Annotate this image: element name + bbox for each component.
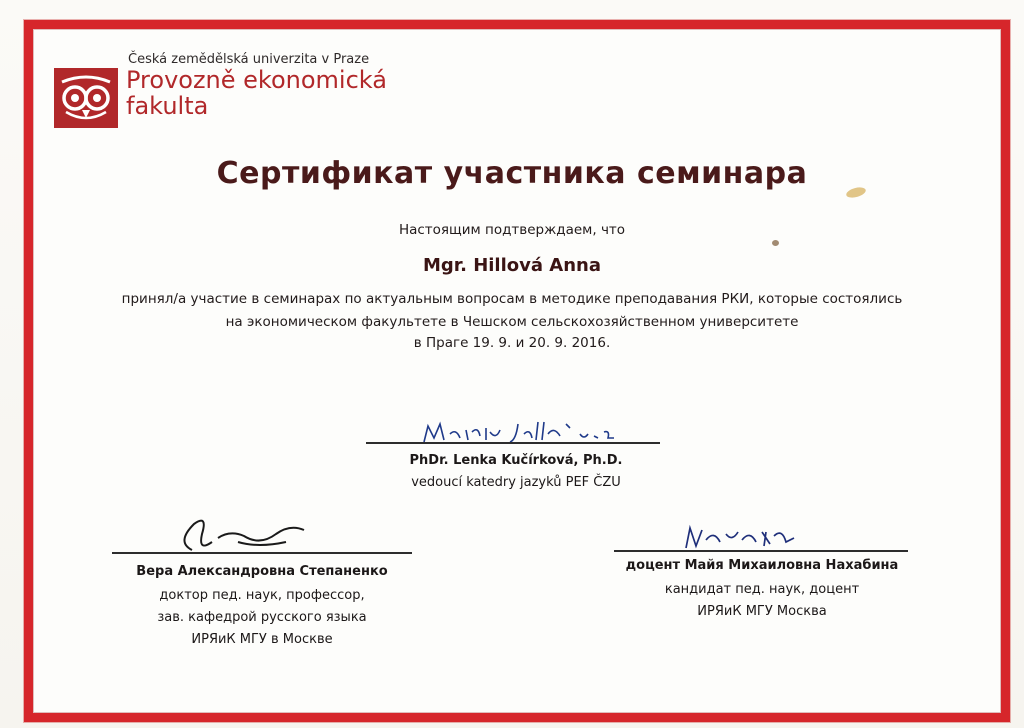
signature-block-center <box>366 410 666 495</box>
body-text-line1: принял/а участие в семинарах по актуальным вопросам в методике преподавания РКИ, которые состоялись <box>121 291 903 307</box>
body-text-line2: на экономическом факультете в Чешском сельскохозяйственном университете <box>225 314 799 330</box>
intro-text: Настоящим подтверждаем, что <box>398 222 626 238</box>
stain-mark <box>772 240 779 246</box>
signature-block-left <box>112 512 412 652</box>
faculty-name-line1: Provozně ekonomická <box>126 66 387 94</box>
recipient-name: Mgr. Hillová Anna <box>422 255 601 276</box>
faculty-name-line2: fakulta <box>126 92 209 120</box>
signatory-name-center: PhDr. Lenka Kučírková, Ph.D. <box>409 453 623 468</box>
certificate-title: Сертификат участника семинара <box>216 156 808 191</box>
signatory-role-left-3: ИРЯиК МГУ в Москве <box>191 632 333 647</box>
handwritten-signature-right <box>680 520 810 554</box>
signature-line-center <box>366 442 660 444</box>
signature-line-right <box>614 550 908 552</box>
signature-line-left <box>112 552 412 554</box>
university-name: Česká zemědělská univerzita v Praze <box>128 52 370 67</box>
signatory-role-right-2: ИРЯиК МГУ Москва <box>697 604 827 619</box>
signatory-name-left: Вера Александровна Степаненко <box>136 564 388 579</box>
signatory-role-center: vedoucí katedry jazyků PEF ČZU <box>411 475 621 490</box>
signatory-name-right: доцент Майя Михаиловна Нахабина <box>625 558 899 573</box>
signatory-role-left-2: зав. кафедрой русского языка <box>157 610 367 625</box>
owl-logo-icon <box>52 66 120 130</box>
signatory-role-right-1: кандидат пед. наук, доцент <box>664 582 860 597</box>
body-text-line3: в Праге 19. 9. и 20. 9. 2016. <box>413 335 611 351</box>
signatory-role-left-1: доктор пед. наук, профессор, <box>159 588 365 603</box>
signature-block-right <box>614 514 910 624</box>
